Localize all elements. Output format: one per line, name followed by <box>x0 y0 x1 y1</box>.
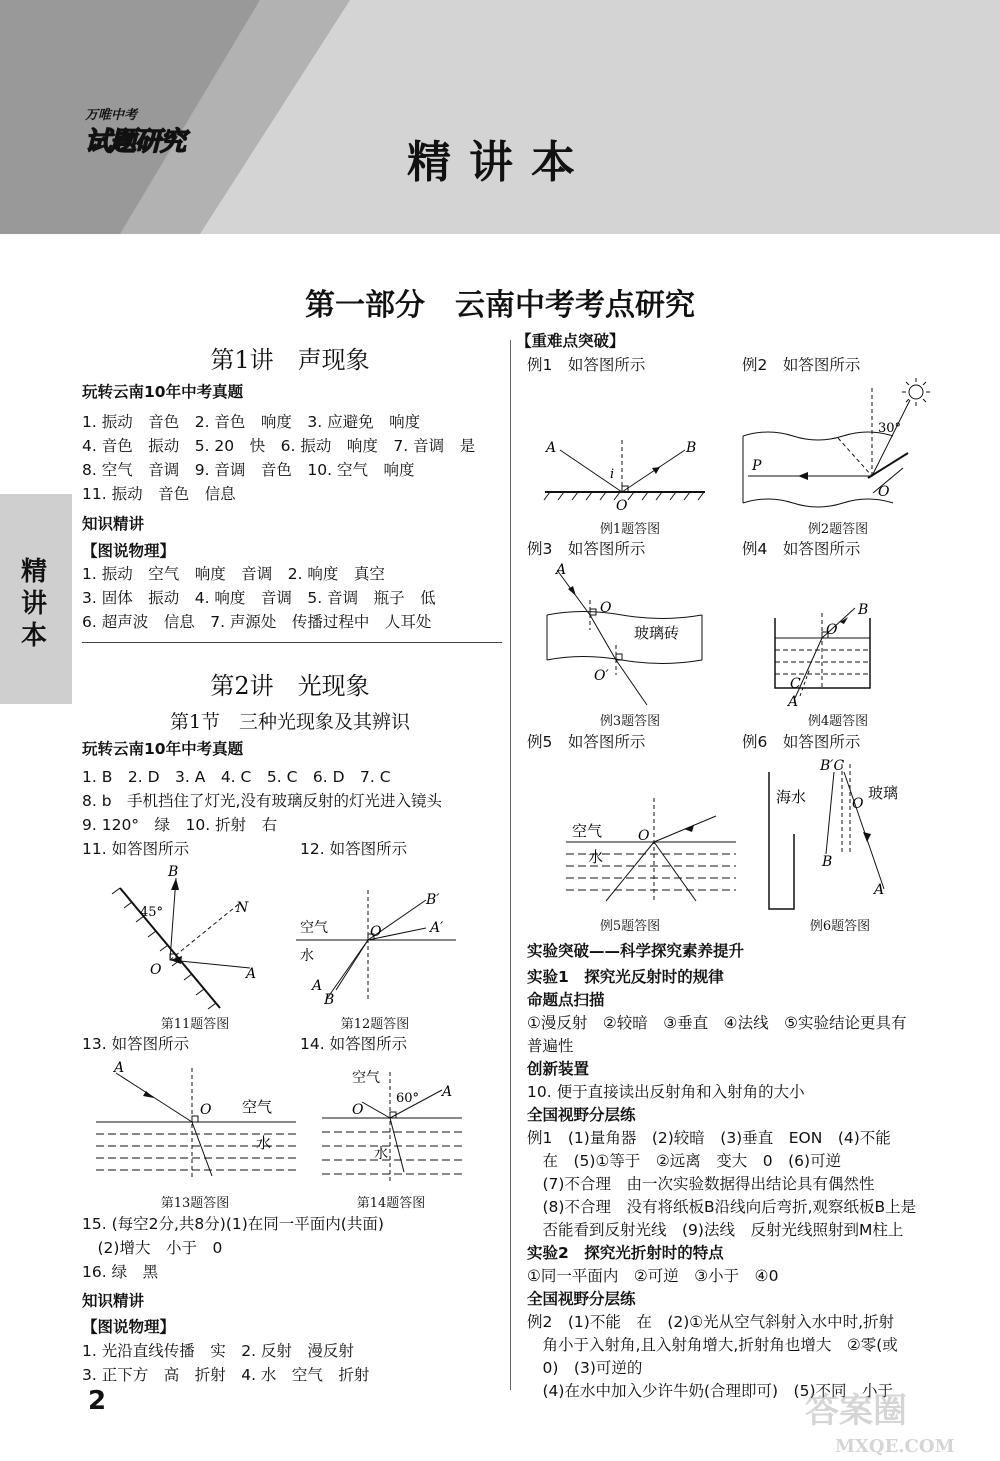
example-3-label: 例3 如答图所示 <box>527 540 646 558</box>
example-1-label: 例1 如答图所示 <box>527 356 646 374</box>
question-11-label: 11. 如答图所示 <box>82 840 190 858</box>
part-title: 第一部分 云南中考考点研究 <box>305 288 695 323</box>
caption-fig11: 第11题答图 <box>160 1017 230 1032</box>
ex3-label-o2: O′ <box>594 668 609 684</box>
ex6-label-a: A <box>874 882 885 898</box>
question-14-label: 14. 如答图所示 <box>300 1035 408 1053</box>
ex5-water-label: 水 <box>588 848 604 866</box>
fig14-label-o: O <box>352 1102 364 1118</box>
experiment-line: 实验1 探究光反射时的规律 <box>527 968 724 986</box>
ex5-air-label: 空气 <box>572 822 603 840</box>
ex6-glass-label: 玻璃 <box>868 784 899 802</box>
svg-text:MXQE.COM: MXQE.COM <box>835 1436 955 1457</box>
experiment-line: 在 (5)①等于 ②远离 变大 0 (6)可逆 <box>527 1152 842 1170</box>
lecture2-heading-knowledge: 知识精讲 <box>82 1292 145 1310</box>
fig14-label-a: A <box>442 1084 453 1100</box>
figure-14 <box>322 1062 472 1192</box>
figure-13 <box>96 1058 306 1188</box>
ex6-label-b: B <box>822 854 833 870</box>
ex5-label-o: O <box>638 828 650 844</box>
fig12-air-label: 空气 <box>300 920 328 936</box>
experiment-line: 普遍性 <box>527 1037 574 1055</box>
ex4-label-o: O <box>826 622 838 638</box>
lecture1-answer-line: 4. 音色 振动 5. 20 快 6. 振动 响度 7. 音调 是 <box>82 437 476 455</box>
lecture2-title: 第2讲 光现象 <box>210 672 370 700</box>
ex1-label-b: B <box>686 440 697 456</box>
ex3-glass-label: 玻璃砖 <box>634 624 680 642</box>
fig12-label-a: A <box>312 978 323 994</box>
experiment-line: 命题点扫描 <box>527 991 605 1009</box>
fig14-air-label: 空气 <box>352 1070 380 1086</box>
lecture2-knowledge-line: 3. 正下方 高 折射 4. 水 空气 折射 <box>82 1366 370 1384</box>
ex6-label-top: B′C <box>820 758 845 774</box>
caption-fig14: 第14题答图 <box>356 1196 426 1211</box>
caption-example-5: 例5题答图 <box>599 919 661 934</box>
experiment-line: (4)在水中加入少许牛奶(合理即可) (5)不同 小于 <box>527 1382 894 1400</box>
experiment-line: 创新装置 <box>527 1060 590 1078</box>
ex3-label-a: A <box>556 562 567 578</box>
fig11-angle-label: 45° <box>140 905 164 920</box>
fig12-water-label: 水 <box>300 948 314 964</box>
fig13-water-label: 水 <box>256 1134 272 1152</box>
lecture1-answer-line: 1. 振动 音色 2. 音色 响度 3. 应避免 响度 <box>82 413 421 431</box>
lecture1-title: 第1讲 声现象 <box>210 346 370 374</box>
fig11-label-o: O <box>150 962 162 978</box>
fig14-water-label: 水 <box>374 1146 388 1162</box>
caption-fig12: 第12题答图 <box>340 1017 410 1032</box>
caption-example-1: 例1题答图 <box>599 522 661 537</box>
figure-example-4 <box>770 598 890 708</box>
fig11-label-n: N <box>236 900 249 916</box>
experiment-line: ①同一平面内 ②可逆 ③小于 ④0 <box>527 1267 779 1285</box>
experiment-line: 0) (3)可逆的 <box>527 1359 643 1377</box>
column-divider <box>510 340 511 1390</box>
example-4-label: 例4 如答图所示 <box>742 540 861 558</box>
question-12-label: 12. 如答图所示 <box>300 840 408 858</box>
example-5-label: 例5 如答图所示 <box>527 733 646 751</box>
fig11-label-b: B <box>168 864 179 880</box>
lecture2-answer-line: 9. 120° 绿 10. 折射 右 <box>82 816 278 834</box>
lecture2-heading-exam: 玩转云南10年中考真题 <box>82 740 244 758</box>
caption-example-4: 例4题答图 <box>807 714 869 729</box>
lecture1-heading-knowledge: 知识精讲 <box>82 515 145 533</box>
caption-example-2: 例2题答图 <box>807 522 869 537</box>
example-2-label: 例2 如答图所示 <box>742 356 861 374</box>
lecture2-subhead: 【图说物理】 <box>82 1318 176 1336</box>
experiment-line: (8)不合理 没有将纸板B沿线向后弯折,观察纸板B上是 <box>527 1198 917 1216</box>
lecture1-knowledge-line: 3. 固体 振动 4. 响度 音调 5. 音调 瓶子 低 <box>82 589 436 607</box>
lecture1-subhead: 【图说物理】 <box>82 542 176 560</box>
ex6-label-o: O <box>852 796 864 812</box>
experiment-line: 否能看到反射光线 (9)法线 反射光线照射到M柱上 <box>527 1221 904 1239</box>
ex1-label-o: O <box>616 498 628 512</box>
figure-example-3 <box>542 560 712 710</box>
ex1-label-i: i <box>610 467 615 482</box>
figure-example-2 <box>738 378 938 508</box>
lecture2-answer-line: (2)增大 小于 0 <box>82 1239 223 1257</box>
figure-12 <box>296 880 466 1010</box>
ex3-label-o: O <box>600 600 612 616</box>
caption-example-6: 例6题答图 <box>809 919 871 934</box>
ex2-label-p: P <box>752 458 762 474</box>
figure-11 <box>100 858 280 1018</box>
fig14-angle-label: 60° <box>396 1091 420 1106</box>
fig11-label-a: A <box>246 966 257 982</box>
book-title: 精讲本 <box>407 137 593 188</box>
question-13-label: 13. 如答图所示 <box>82 1035 190 1053</box>
ex6-sea-label: 海水 <box>776 788 807 806</box>
figure-example-1 <box>540 430 710 512</box>
ex2-label-o: O <box>878 484 890 500</box>
fig12-label-b: B <box>324 992 335 1008</box>
experiment-line: ①漫反射 ②较暗 ③垂直 ④法线 ⑤实验结论更具有 <box>527 1014 907 1032</box>
caption-fig13: 第13题答图 <box>160 1196 230 1211</box>
ex4-label-a: A <box>788 694 799 708</box>
experiment-heading: 实验突破——科学探究素养提升 <box>527 942 745 960</box>
fig13-label-a: A <box>114 1060 125 1076</box>
lecture2-answer-line: 1. B 2. D 3. A 4. C 5. C 6. D 7. C <box>82 768 391 786</box>
lecture1-answer-line: 11. 振动 音色 信息 <box>82 485 236 503</box>
lecture2-answer-line: 15. (每空2分,共8分)(1)在同一平面内(共面) <box>82 1215 384 1233</box>
experiment-line: 10. 便于直接读出反射角和入射角的大小 <box>527 1083 805 1101</box>
experiment-line: 角小于入射角,且入射角增大,折射角也增大 ②零(或 <box>527 1336 898 1354</box>
section-divider <box>82 642 502 643</box>
ex4-label-b: B <box>858 602 869 618</box>
ex1-label-a: A <box>546 440 557 456</box>
fig12-label-b1: B′ <box>426 892 440 908</box>
logo-small-text: 万唯中考 <box>85 108 138 123</box>
example-6-label: 例6 如答图所示 <box>742 733 861 751</box>
lecture2-knowledge-line: 1. 光沿直线传播 实 2. 反射 漫反射 <box>82 1342 354 1360</box>
caption-example-3: 例3题答图 <box>599 714 661 729</box>
experiment-line: 全国视野分层练 <box>527 1106 636 1124</box>
lecture2-answer-line: 8. b 手机挡住了灯光,没有玻璃反射的灯光进入镜头 <box>82 792 442 810</box>
ex4-label-c: C <box>790 676 801 692</box>
right-subhead: 【重难点突破】 <box>516 332 625 350</box>
lecture1-answer-line: 8. 空气 音调 9. 音调 音色 10. 空气 响度 <box>82 461 415 479</box>
fig13-label-o: O <box>200 1102 212 1118</box>
page-number: 2 <box>88 1386 107 1416</box>
lecture2-section-title: 第1节 三种光现象及其辨识 <box>169 711 411 733</box>
experiment-line: 例2 (1)不能 在 (2)①光从空气斜射入水中时,折射 <box>527 1313 895 1331</box>
lecture1-heading-exam: 玩转云南10年中考真题 <box>82 383 244 401</box>
experiment-line: 例1 (1)量角器 (2)较暗 (3)垂直 EON (4)不能 <box>527 1129 891 1147</box>
ex2-angle-label: 30° <box>878 421 902 436</box>
experiment-line: (7)不合理 由一次实验数据得出结论具有偶然性 <box>527 1175 875 1193</box>
fig12-label-o: O <box>370 924 382 940</box>
lecture2-answer-line: 16. 绿 黑 <box>82 1263 159 1281</box>
logo-large-text: 试题研究 <box>85 127 186 157</box>
side-tab-label: 精讲本 <box>20 557 47 651</box>
fig13-air-label: 空气 <box>242 1098 273 1116</box>
watermark-logo <box>795 1380 995 1458</box>
svg-text:答案圈: 答案圈 <box>805 1391 907 1431</box>
figure-example-6 <box>764 754 924 912</box>
experiment-line: 全国视野分层练 <box>527 1290 636 1308</box>
fig12-label-a1: A′ <box>430 920 444 936</box>
lecture1-knowledge-line: 1. 振动 空气 响度 音调 2. 响度 真空 <box>82 565 385 583</box>
figure-example-5 <box>566 796 736 906</box>
lecture1-knowledge-line: 6. 超声波 信息 7. 声源处 传播过程中 人耳处 <box>82 613 432 631</box>
experiment-line: 实验2 探究光折射时的特点 <box>527 1244 724 1262</box>
